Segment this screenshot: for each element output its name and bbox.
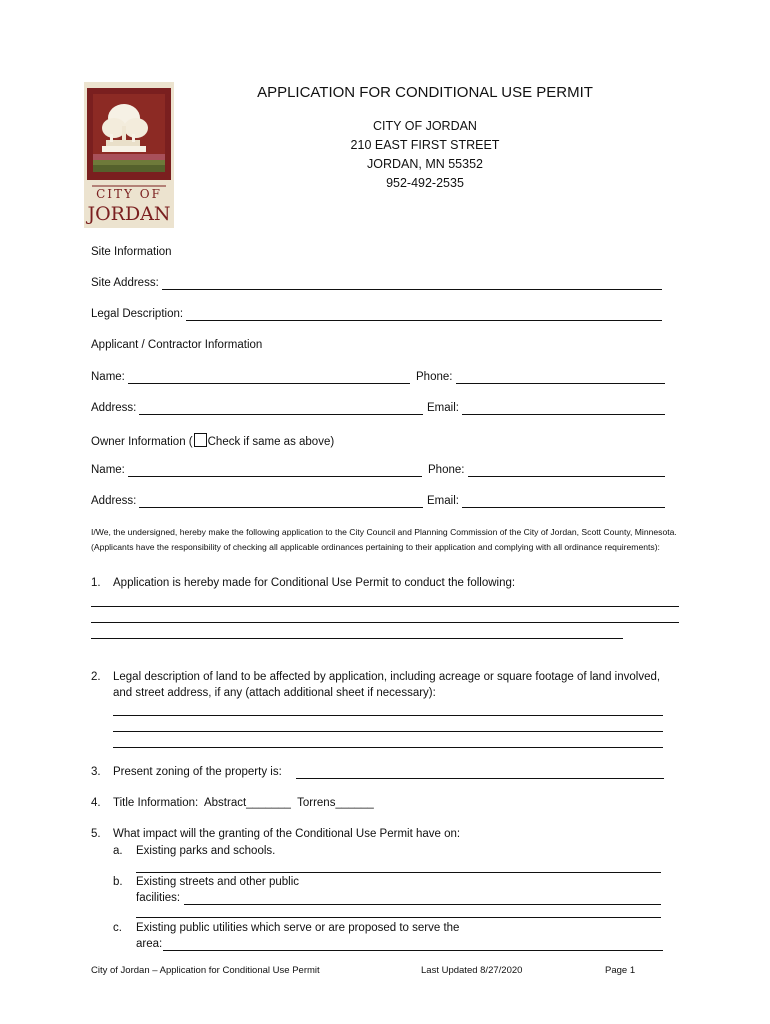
applicant-name-field[interactable] [128,383,410,384]
footer-title: City of Jordan – Application for Conditional Use Permit [91,965,320,976]
owner-heading [91,433,334,448]
owner-name-field[interactable] [128,476,422,477]
zoning-field[interactable] [296,778,664,779]
q2-number: 2. [91,671,101,683]
city-state-zip: JORDAN, MN 55352 [366,157,483,171]
q5b-answer-line-1[interactable] [184,904,661,905]
q1-answer-line-2[interactable] [91,622,679,623]
applicant-address-field[interactable] [139,414,423,415]
owner-address-label: Address: [91,495,137,507]
q5c-text-line-2: area: [136,938,163,950]
applicant-email-field[interactable] [462,414,665,415]
applicant-phone-field[interactable] [456,383,665,384]
footer-last-updated: Last Updated 8/27/2020 [421,965,523,976]
q2-answer-line-2[interactable] [113,731,663,732]
applicant-phone-label: Phone: [416,371,453,383]
q3-text: Present zoning of the property is: [113,766,282,778]
page-title: APPLICATION FOR CONDITIONAL USE PERMIT [257,84,593,101]
same-as-above-checkbox[interactable] [194,433,207,447]
q2-text-line-1: Legal description of land to be affected by application, including acreage or square footage of land involved, [113,671,661,683]
applicant-name-label: Name: [91,371,125,383]
site-information-heading: Site Information [91,246,172,258]
q5b-answer-line-2[interactable] [136,917,661,918]
q5c-text-line-1: Existing public utilities which serve or are proposed to serve the [136,922,460,934]
footer-page-number: Page 1 [605,965,636,976]
q1-answer-line-3[interactable] [91,638,623,639]
q4-text: Title Information: Abstract_______ Torrens______ [113,797,374,809]
q5b-text-line-2: facilities: [136,892,181,904]
legal-description-field[interactable] [186,320,662,321]
city-name: CITY OF JORDAN [373,119,477,133]
q1-answer-line-1[interactable] [91,606,679,607]
owner-address-field[interactable] [139,507,423,508]
q2-text-line-2: and street address, if any (attach additional sheet if necessary): [113,687,436,699]
logo-city-of: CITY OF [96,187,162,201]
logo-jordan: JORDAN [87,203,171,225]
q2-answer-line-1[interactable] [113,715,663,716]
q2-answer-line-3[interactable] [113,747,663,748]
q1-number: 1. [91,577,101,589]
q5a-answer-line[interactable] [136,872,661,873]
q5c-answer-line[interactable] [163,950,663,951]
applicant-address-label: Address: [91,402,137,414]
owner-email-field[interactable] [462,507,665,508]
owner-heading-text: Owner Information ( [91,436,193,448]
site-address-label: Site Address: [91,277,159,289]
q5-number: 5. [91,828,101,840]
q5b-text-line-1: Existing streets and other public [136,876,300,888]
owner-phone-label: Phone: [428,464,465,476]
q5a-text: Existing parks and schools. [136,845,276,857]
owner-email-label: Email: [427,495,459,507]
applicant-statement: I/We, the undersigned, hereby make the following application to the City Council and Planning Commission of the City of Jordan, Scott County, Minnesota. (Applicants have the responsibility of checking all applicable ordinances pertaining to their application and complying with all ordinance requirements): [91,527,677,552]
q3-number: 3. [91,766,101,778]
q1-text: Application is hereby made for Conditional Use Permit to conduct the following: [113,577,516,589]
phone-number: 952-492-2535 [386,176,464,190]
q5c-letter: c. [113,922,122,934]
applicant-email-label: Email: [427,402,459,414]
q4-number: 4. [91,797,101,809]
street-address: 210 EAST FIRST STREET [350,138,500,152]
owner-name-label: Name: [91,464,125,476]
q5b-letter: b. [113,876,123,888]
legal-description-label: Legal Description: [91,308,184,320]
q5a-letter: a. [113,845,123,857]
owner-heading-check-text: Check if same as above) [207,436,335,448]
q5-text: What impact will the granting of the Conditional Use Permit have on: [113,828,461,840]
city-of-jordan-logo [84,82,174,228]
owner-phone-field[interactable] [468,476,665,477]
applicant-heading: Applicant / Contractor Information [91,339,263,351]
site-address-field[interactable] [162,289,662,290]
